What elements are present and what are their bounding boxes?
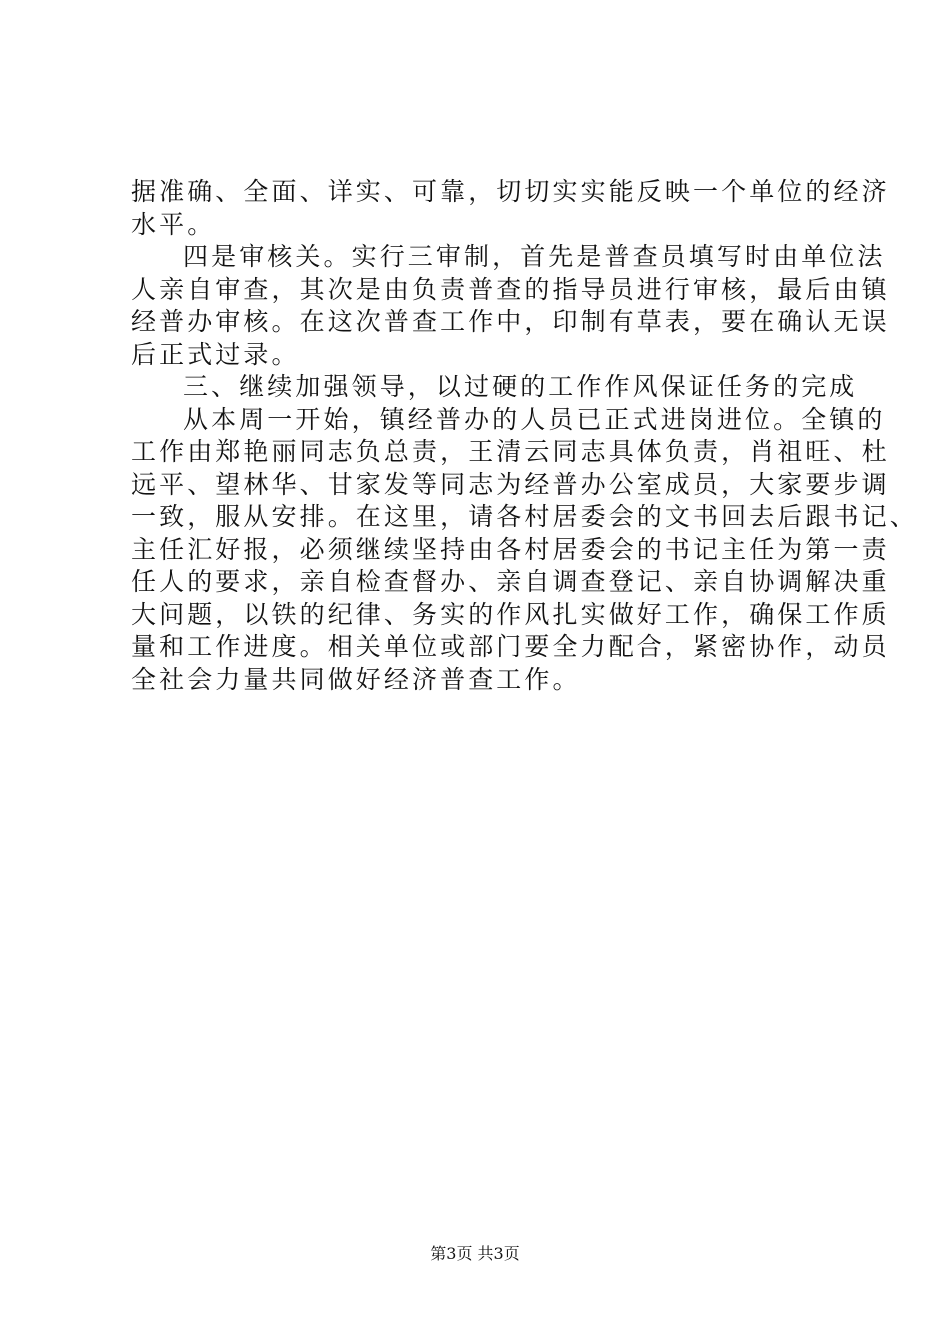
text-line: 经普办审核。在这次普查工作中，印制有草表，要在确认无误: [131, 307, 890, 336]
text-line: 大问题，以铁的纪律、务实的作风扎实做好工作，确保工作质: [131, 599, 890, 629]
text-line: 主任汇好报，必须继续坚持由各村居委会的书记主任为第一责: [131, 534, 890, 564]
text-line: 后正式过录。: [131, 339, 300, 369]
text-line: 人亲自审查，其次是由负责普查的指导员进行审核，最后由镇: [131, 274, 890, 304]
text-line: 全社会力量共同做好经济普查工作。: [131, 664, 581, 694]
text-line: 量和工作进度。相关单位或部门要全力配合，紧密协作，动员: [131, 632, 890, 661]
section-heading: 三、继续加强领导，以过硬的工作作风保证任务的完成: [183, 372, 858, 401]
text-line: 据准确、全面、详实、可靠，切切实实能反映一个单位的经济: [131, 177, 890, 206]
paragraph-start-line: 四是审核关。实行三审制，首先是普查员填写时由单位法: [183, 242, 886, 271]
text-line: 水平。: [131, 209, 216, 239]
page-number-footer: 第3页 共3页: [430, 1244, 520, 1263]
text-line: 任人的要求，亲自检查督办、亲自调查登记、亲自协调解决重: [131, 567, 890, 596]
text-line: 远平、望林华、甘家发等同志为经普办公室成员，大家要步调: [131, 469, 890, 499]
text-line: 一致，服从安排。在这里，请各村居委会的文书回去后跟书记、: [131, 502, 918, 531]
paragraph-start-line: 从本周一开始，镇经普办的人员已正式进岗进位。全镇的: [183, 404, 886, 434]
document-body: [131, 176, 918, 696]
text-line: 工作由郑艳丽同志负总责，王清云同志具体负责，肖祖旺、杜: [131, 437, 890, 466]
